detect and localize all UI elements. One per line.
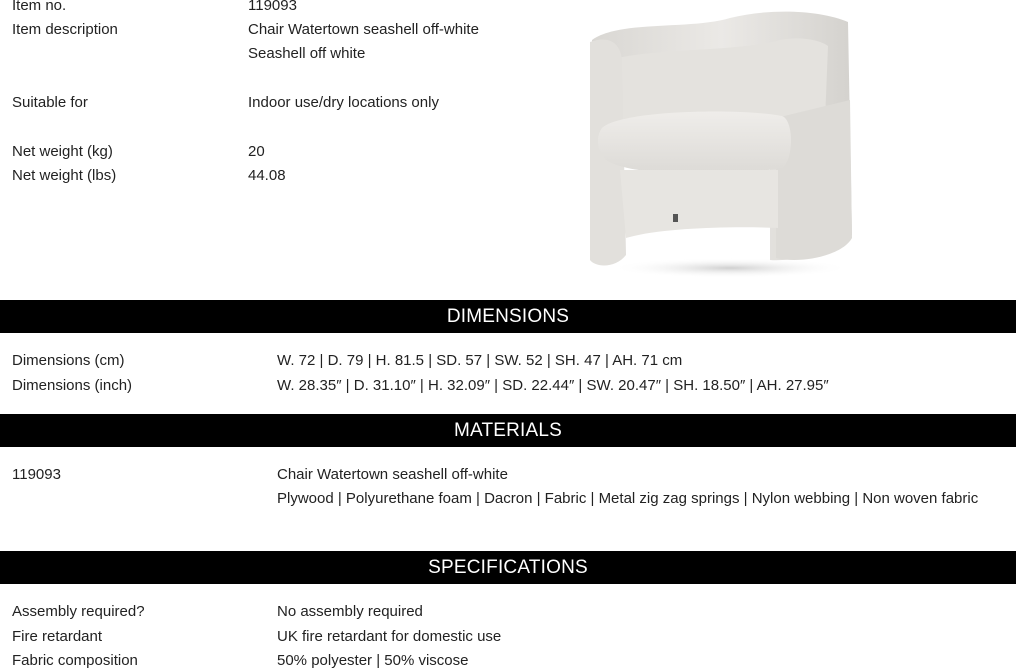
chair-seat-cushion: [598, 112, 791, 175]
net-weight-kg-value: 20: [248, 143, 265, 160]
fire-retardant-value: UK fire retardant for domestic use: [277, 628, 502, 645]
item-no-label: Item no.: [12, 0, 67, 14]
item-description-label: Item description: [12, 21, 118, 38]
fabric-composition-label: Fabric composition: [12, 652, 138, 669]
dimensions-cm-value: W. 72 | D. 79 | H. 81.5 | SD. 57 | SW. 52 | SH. 47 | AH. 71 cm: [277, 352, 683, 369]
dimensions-header-text: DIMENSIONS: [446, 305, 570, 327]
materials-item-name: Chair Watertown seashell off-white: [277, 466, 508, 483]
materials-header: [0, 414, 1016, 447]
fabric-composition-value: 50% polyester | 50% viscose: [277, 652, 469, 669]
specifications-header: [0, 551, 1016, 584]
net-weight-lbs-label: Net weight (lbs): [12, 167, 117, 184]
chair-shadow: [610, 258, 850, 278]
net-weight-kg-label: Net weight (kg): [12, 143, 113, 160]
item-description-line1: Chair Watertown seashell off-white: [248, 21, 479, 38]
item-description-line2: Seashell off white: [248, 45, 366, 62]
materials-list: Plywood | Polyurethane foam | Dacron | Fabric | Metal zig zag springs | Nylon webbing | Non woven fabric: [277, 490, 979, 507]
materials-item-code: 119093: [12, 466, 61, 483]
item-no-value: 119093: [248, 0, 297, 14]
net-weight-lbs-value: 44.08: [248, 167, 286, 184]
dimensions-inch-value: W. 28.35″ | D. 31.10″ | H. 32.09″ | SD. 22.44″ | SW. 20.47″ | SH. 18.50″ | AH. 27.95″: [277, 377, 829, 394]
assembly-required-value: No assembly required: [277, 603, 423, 620]
suitable-for-label: Suitable for: [12, 94, 88, 111]
assembly-required-label: Assembly required?: [12, 603, 145, 620]
chair-label-tag: [673, 214, 678, 222]
dimensions-cm-label: Dimensions (cm): [12, 352, 125, 369]
chair-product-image: [580, 0, 865, 280]
specifications-header-text: SPECIFICATIONS: [428, 556, 588, 578]
fire-retardant-label: Fire retardant: [12, 628, 103, 645]
dimensions-header: [0, 300, 1016, 333]
dimensions-inch-label: Dimensions (inch): [12, 377, 133, 394]
suitable-for-value: Indoor use/dry locations only: [248, 94, 439, 111]
materials-header-text: MATERIALS: [453, 419, 563, 441]
chair-front-base: [620, 170, 778, 238]
